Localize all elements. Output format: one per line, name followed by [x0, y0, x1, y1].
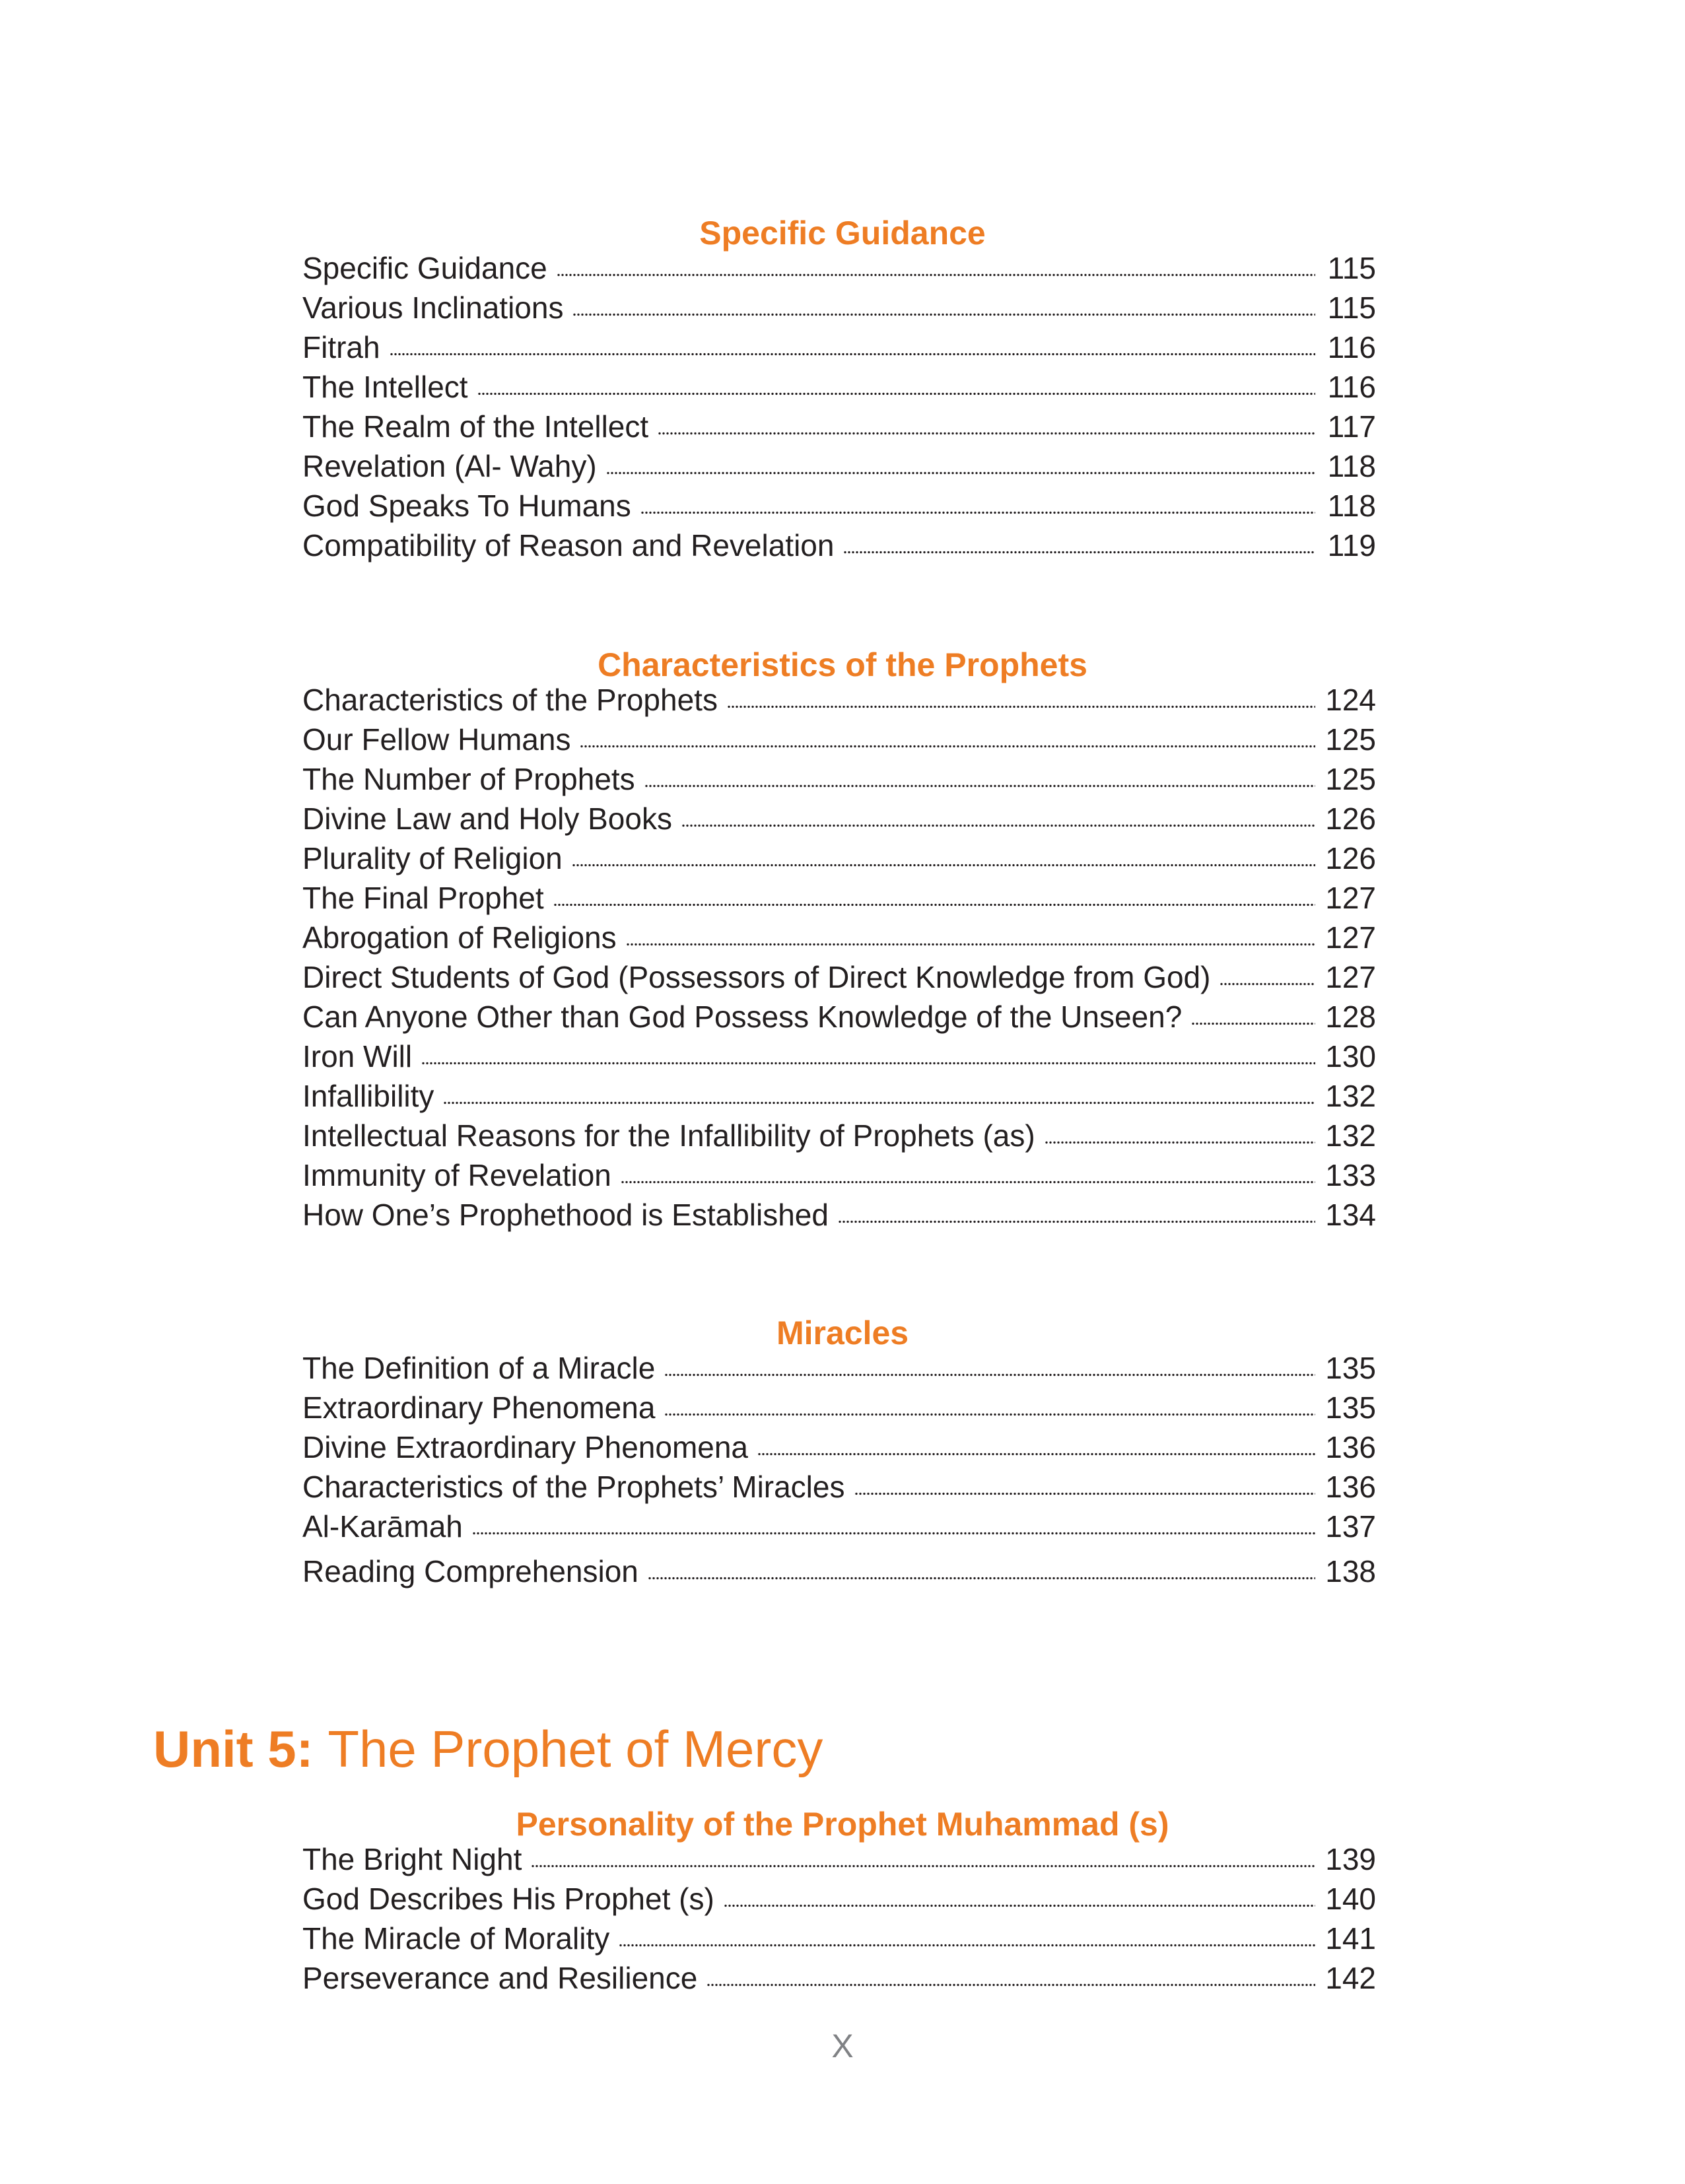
page-number: X	[831, 2028, 854, 2065]
toc-entry-label: Characteristics of the Prophets	[302, 683, 718, 717]
toc-entry-page: 135	[1325, 1390, 1376, 1425]
toc-entry[interactable]	[302, 1552, 1376, 1591]
dot-leader	[557, 273, 1315, 277]
toc-entry-label: Extraordinary Phenomena	[302, 1390, 656, 1425]
dot-leader	[619, 1944, 1315, 1947]
toc-entry-label: Fitrah	[302, 330, 380, 364]
toc-entry[interactable]	[302, 446, 1376, 486]
dot-leader	[843, 551, 1315, 554]
toc-entry[interactable]	[302, 720, 1376, 759]
toc-entry-label: Iron Will	[302, 1039, 413, 1074]
toc-entry-label: How One’s Prophethood is Established	[302, 1198, 829, 1232]
dot-leader	[706, 1983, 1315, 1987]
dot-leader	[644, 784, 1315, 788]
toc-entry-label: Immunity of Revelation	[302, 1158, 611, 1192]
toc-entry-page: 133	[1325, 1158, 1376, 1192]
unit-label: Unit 5:	[153, 1720, 314, 1779]
unit-title	[153, 1719, 823, 1779]
toc-entry-page: 116	[1327, 330, 1376, 364]
toc-entry[interactable]	[302, 759, 1376, 799]
dot-leader	[724, 1904, 1315, 1907]
toc-entry-page: 117	[1327, 409, 1376, 444]
toc-entry[interactable]	[302, 486, 1376, 526]
toc-entry[interactable]	[302, 1037, 1376, 1076]
toc-entry[interactable]	[302, 680, 1376, 720]
section-title-specific-guidance: Specific Guidance	[699, 214, 986, 252]
toc-entry[interactable]	[302, 799, 1376, 838]
toc-entry-page: 130	[1325, 1039, 1376, 1074]
dot-leader	[640, 511, 1315, 514]
dot-leader	[838, 1220, 1315, 1223]
dot-leader	[553, 903, 1315, 906]
toc-entry[interactable]	[302, 288, 1376, 327]
toc-entry-page: 132	[1325, 1079, 1376, 1113]
toc-entry[interactable]	[302, 1116, 1376, 1155]
toc-entry[interactable]	[302, 1427, 1376, 1467]
dot-leader	[621, 1180, 1315, 1184]
toc-entry-page: 115	[1327, 290, 1376, 325]
toc-entry-label: Specific Guidance	[302, 251, 547, 285]
dot-leader	[443, 1101, 1315, 1105]
toc-entry-label: Revelation (Al- Wahy)	[302, 449, 597, 483]
toc-entry[interactable]	[302, 407, 1376, 446]
toc-entry[interactable]	[302, 1507, 1376, 1546]
dot-leader	[472, 1532, 1315, 1535]
dot-leader	[477, 392, 1315, 395]
toc-entry-page: 126	[1325, 802, 1376, 836]
toc-entry-label: Direct Students of God (Possessors of Direct Knowledge from God)	[302, 960, 1211, 994]
toc-entry-page: 118	[1327, 449, 1376, 483]
toc-entry-label: Divine Law and Holy Books	[302, 802, 672, 836]
dot-leader	[1045, 1141, 1315, 1144]
dot-leader	[1191, 1022, 1315, 1025]
toc-entry[interactable]	[302, 1879, 1376, 1919]
toc-entry-label: God Speaks To Humans	[302, 489, 631, 523]
toc-entry-label: The Intellect	[302, 370, 468, 404]
toc-entry-page: 126	[1325, 841, 1376, 875]
toc-entry-page: 127	[1325, 920, 1376, 955]
dot-leader	[681, 824, 1315, 827]
toc-entry-page: 127	[1325, 960, 1376, 994]
toc-entry-label: The Miracle of Morality	[302, 1921, 610, 1956]
toc-entry[interactable]	[302, 918, 1376, 957]
section-title-characteristics-of-the-prophets: Characteristics of the Prophets	[598, 646, 1087, 683]
toc-entry-page: 140	[1325, 1882, 1376, 1916]
dot-leader	[854, 1492, 1316, 1495]
toc-entry-page: 141	[1325, 1921, 1376, 1956]
toc-entry[interactable]	[302, 1388, 1376, 1427]
toc-entry[interactable]	[302, 1839, 1376, 1879]
toc-entry-page: 125	[1325, 722, 1376, 757]
toc-entry[interactable]	[302, 957, 1376, 997]
section-title-miracles: Miracles	[776, 1314, 909, 1351]
toc-entry-page: 132	[1325, 1118, 1376, 1153]
dot-leader	[606, 471, 1315, 475]
dot-leader	[572, 313, 1315, 316]
dot-leader	[572, 864, 1315, 867]
toc-entry[interactable]	[302, 1076, 1376, 1116]
toc-entry-page: 119	[1327, 528, 1376, 563]
toc-entry-page: 118	[1327, 489, 1376, 523]
toc-entry[interactable]	[302, 997, 1376, 1037]
toc-entry-label: Intellectual Reasons for the Infallibility of Prophets (as)	[302, 1118, 1035, 1153]
toc-entry-label: Al-Karāmah	[302, 1509, 463, 1544]
toc-entry[interactable]	[302, 248, 1376, 288]
dot-leader	[727, 705, 1315, 708]
toc-entry-label: Our Fellow Humans	[302, 722, 571, 757]
unit-name: The Prophet of Mercy	[327, 1720, 823, 1779]
toc-entry-label: Perseverance and Resilience	[302, 1961, 698, 1995]
toc-entry-label: The Bright Night	[302, 1842, 522, 1876]
dot-leader	[626, 943, 1315, 946]
toc-list-personality-of-the-prophet	[302, 1839, 1376, 1998]
toc-list-miracles	[302, 1348, 1376, 1591]
toc-entry-label: Divine Extraordinary Phenomena	[302, 1430, 749, 1464]
toc-entry-label: Infallibility	[302, 1079, 434, 1113]
toc-entry-page: 128	[1325, 1000, 1376, 1034]
toc-entry-label: The Final Prophet	[302, 881, 544, 915]
toc-entry-label: Various Inclinations	[302, 290, 564, 325]
toc-entry-page: 136	[1325, 1470, 1376, 1504]
dot-leader	[1220, 982, 1315, 986]
toc-entry-page: 134	[1325, 1198, 1376, 1232]
toc-entry-label: God Describes His Prophet (s)	[302, 1882, 714, 1916]
toc-entry-page: 139	[1325, 1842, 1376, 1876]
toc-entry-label: Reading Comprehension	[302, 1554, 638, 1588]
toc-entry-label: Plurality of Religion	[302, 841, 563, 875]
dot-leader	[664, 1413, 1315, 1416]
dot-leader	[648, 1577, 1315, 1580]
toc-entry[interactable]	[302, 367, 1376, 407]
toc-entry[interactable]	[302, 1195, 1376, 1235]
dot-leader	[580, 745, 1315, 748]
toc-entry-label: Compatibility of Reason and Revelation	[302, 528, 835, 563]
toc-entry-page: 116	[1327, 370, 1376, 404]
dot-leader	[664, 1373, 1315, 1377]
dot-leader	[421, 1062, 1315, 1065]
toc-entry[interactable]	[302, 327, 1376, 367]
toc-entry-page: 137	[1325, 1509, 1376, 1544]
dot-leader	[531, 1864, 1315, 1868]
toc-entry-label: Abrogation of Religions	[302, 920, 617, 955]
toc-entry-page: 135	[1325, 1351, 1376, 1385]
toc-entry-label: Can Anyone Other than God Possess Knowledge of the Unseen?	[302, 1000, 1183, 1034]
section-title-personality-of-the-prophet: Personality of the Prophet Muhammad (s)	[516, 1805, 1169, 1843]
toc-entry-label: The Definition of a Miracle	[302, 1351, 656, 1385]
toc-entry-page: 136	[1325, 1430, 1376, 1464]
toc-entry[interactable]	[302, 1919, 1376, 1958]
toc-entry-label: Characteristics of the Prophets’ Miracles	[302, 1470, 845, 1504]
toc-entry[interactable]	[302, 1348, 1376, 1388]
toc-entry[interactable]	[302, 878, 1376, 918]
toc-entry[interactable]	[302, 526, 1376, 565]
toc-list-characteristics-of-the-prophets	[302, 680, 1376, 1235]
toc-entry-label: The Number of Prophets	[302, 762, 635, 796]
dot-leader	[757, 1452, 1315, 1456]
toc-entry[interactable]	[302, 1155, 1376, 1195]
dot-leader	[658, 432, 1315, 435]
toc-entry[interactable]	[302, 1958, 1376, 1998]
toc-entry-page: 125	[1325, 762, 1376, 796]
toc-entry-page: 138	[1325, 1554, 1376, 1588]
toc-entry-page: 127	[1325, 881, 1376, 915]
toc-entry-page: 124	[1325, 683, 1376, 717]
toc-entry-page: 142	[1325, 1961, 1376, 1995]
toc-entry-label: The Realm of the Intellect	[302, 409, 649, 444]
toc-entry[interactable]	[302, 838, 1376, 878]
toc-entry-page: 115	[1327, 251, 1376, 285]
toc-list-specific-guidance	[302, 248, 1376, 565]
toc-entry[interactable]	[302, 1467, 1376, 1507]
dot-leader	[390, 353, 1315, 356]
